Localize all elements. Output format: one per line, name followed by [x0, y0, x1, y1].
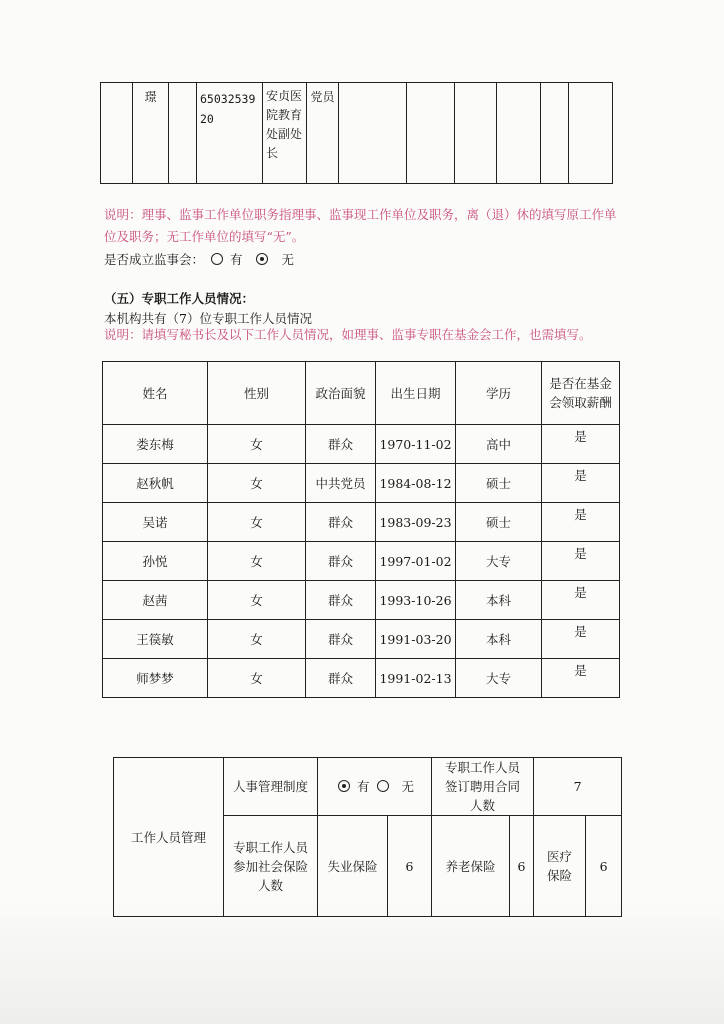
medical-count: 6: [586, 816, 622, 917]
board-cell-blank: [169, 83, 197, 184]
supervisory-yes-label: 有: [229, 252, 243, 267]
staff-row: [103, 542, 620, 581]
header-name: 姓名: [103, 362, 208, 425]
staff-birthdate: 1993-10-26: [376, 581, 456, 620]
contract-label: 专职工作人员签订聘用合同人数: [432, 758, 534, 816]
radio-hr-yes-selected-icon[interactable]: [338, 780, 350, 792]
insurance-label: 专职工作人员参加社会保险人数: [224, 816, 318, 917]
staff-name: 娄东梅: [103, 425, 208, 464]
board-cell-blank: [407, 83, 455, 184]
board-cell-blank: [101, 83, 133, 184]
staff-gender: 女: [208, 503, 306, 542]
hr-system-options: [318, 758, 432, 816]
board-note: 说明：理事、监事工作单位职务指理事、监事现工作单位及职务，离（退）休的填写原工作单位及职务；无工作单位的填写“无”。: [104, 207, 617, 244]
staff-birthdate: 1997-01-02: [376, 542, 456, 581]
staff-birthdate: 1970-11-02: [376, 425, 456, 464]
staff-education: 本科: [456, 620, 542, 659]
board-cell-blank: [569, 83, 613, 184]
staff-table: [102, 361, 620, 698]
staff-row: [103, 464, 620, 503]
radio-hr-no-icon[interactable]: [377, 780, 389, 792]
staff-header-row: [103, 362, 620, 425]
staff-education: 大专: [456, 542, 542, 581]
header-paid: 是否在基金会领取薪酬: [542, 362, 620, 425]
staff-gender: 女: [208, 542, 306, 581]
staff-name: 孙悦: [103, 542, 208, 581]
staff-education: 硕士: [456, 503, 542, 542]
staff-paid: 是: [542, 581, 620, 620]
staff-name: 王篌敏: [103, 620, 208, 659]
board-name-cell: [133, 83, 169, 184]
header-gender: 性别: [208, 362, 306, 425]
mgmt-section-label: 工作人员管理: [114, 758, 224, 917]
staff-paid: 是: [542, 620, 620, 659]
board-name-text: 璟: [144, 90, 157, 104]
pension-label: 养老保险: [432, 816, 510, 917]
staff-birthdate: 1983-09-23: [376, 503, 456, 542]
header-education: 学历: [456, 362, 542, 425]
board-position: 安贞医院教育处副处长: [263, 83, 307, 184]
supervisory-label: 是否成立监事会：: [104, 252, 205, 267]
staff-gender: 女: [208, 581, 306, 620]
staff-political: 群众: [306, 503, 376, 542]
staff-note: 说明：请填写秘书长及以下工作人员情况，如理事、监事专职在基金会工作，也需填写。: [104, 327, 592, 342]
board-cell-blank: [541, 83, 569, 184]
staff-name: 吴诺: [103, 503, 208, 542]
staff-political: 群众: [306, 620, 376, 659]
staff-paid: 是: [542, 659, 620, 698]
supervisory-no-label: 无: [281, 252, 294, 267]
unemployment-count: 6: [388, 816, 432, 917]
board-id-number: 6503253920: [197, 83, 263, 184]
staff-political: 群众: [306, 659, 376, 698]
staff-name: 师梦梦: [103, 659, 208, 698]
staff-management-table: [113, 757, 622, 917]
staff-political: 中共党员: [306, 464, 376, 503]
staff-paid: 是: [542, 425, 620, 464]
unemployment-label: 失业保险: [318, 816, 388, 917]
staff-paid: 是: [542, 542, 620, 581]
hr-no-label: 无: [401, 779, 414, 794]
staff-education: 本科: [456, 581, 542, 620]
staff-row: [103, 620, 620, 659]
staff-gender: 女: [208, 464, 306, 503]
board-cell-blank: [455, 83, 497, 184]
staff-political: 群众: [306, 542, 376, 581]
staff-education: 硕士: [456, 464, 542, 503]
staff-birthdate: 1991-03-20: [376, 620, 456, 659]
staff-paid: 是: [542, 503, 620, 542]
hr-yes-label: 有: [357, 779, 370, 794]
medical-label: 医疗保险: [534, 816, 586, 917]
staff-birthdate: 1984-08-12: [376, 464, 456, 503]
staff-row: [103, 659, 620, 698]
contract-count: 7: [534, 758, 622, 816]
board-political: 党员: [307, 83, 339, 184]
board-members-table-fragment: [100, 82, 613, 184]
staff-gender: 女: [208, 425, 306, 464]
radio-no-selected-icon[interactable]: [256, 253, 268, 265]
staff-paid: 是: [542, 464, 620, 503]
section-title: （五）专职工作人员情况：: [104, 291, 255, 306]
header-birthdate: 出生日期: [376, 362, 456, 425]
pension-count: 6: [510, 816, 534, 917]
hr-system-label: 人事管理制度: [224, 758, 318, 816]
staff-political: 群众: [306, 581, 376, 620]
staff-gender: 女: [208, 659, 306, 698]
staff-count-text: 本机构共有（7）位专职工作人员情况: [104, 311, 312, 326]
staff-name: 赵秋帆: [103, 464, 208, 503]
staff-row: [103, 581, 620, 620]
supervisory-board-question: [104, 250, 294, 270]
radio-yes-icon[interactable]: [211, 253, 223, 265]
board-cell-blank: [497, 83, 541, 184]
staff-political: 群众: [306, 425, 376, 464]
board-cell-blank: [339, 83, 407, 184]
staff-row: [103, 503, 620, 542]
staff-gender: 女: [208, 620, 306, 659]
header-political: 政治面貌: [306, 362, 376, 425]
staff-education: 高中: [456, 425, 542, 464]
staff-birthdate: 1991-02-13: [376, 659, 456, 698]
staff-name: 赵茜: [103, 581, 208, 620]
staff-row: [103, 425, 620, 464]
staff-education: 大专: [456, 659, 542, 698]
